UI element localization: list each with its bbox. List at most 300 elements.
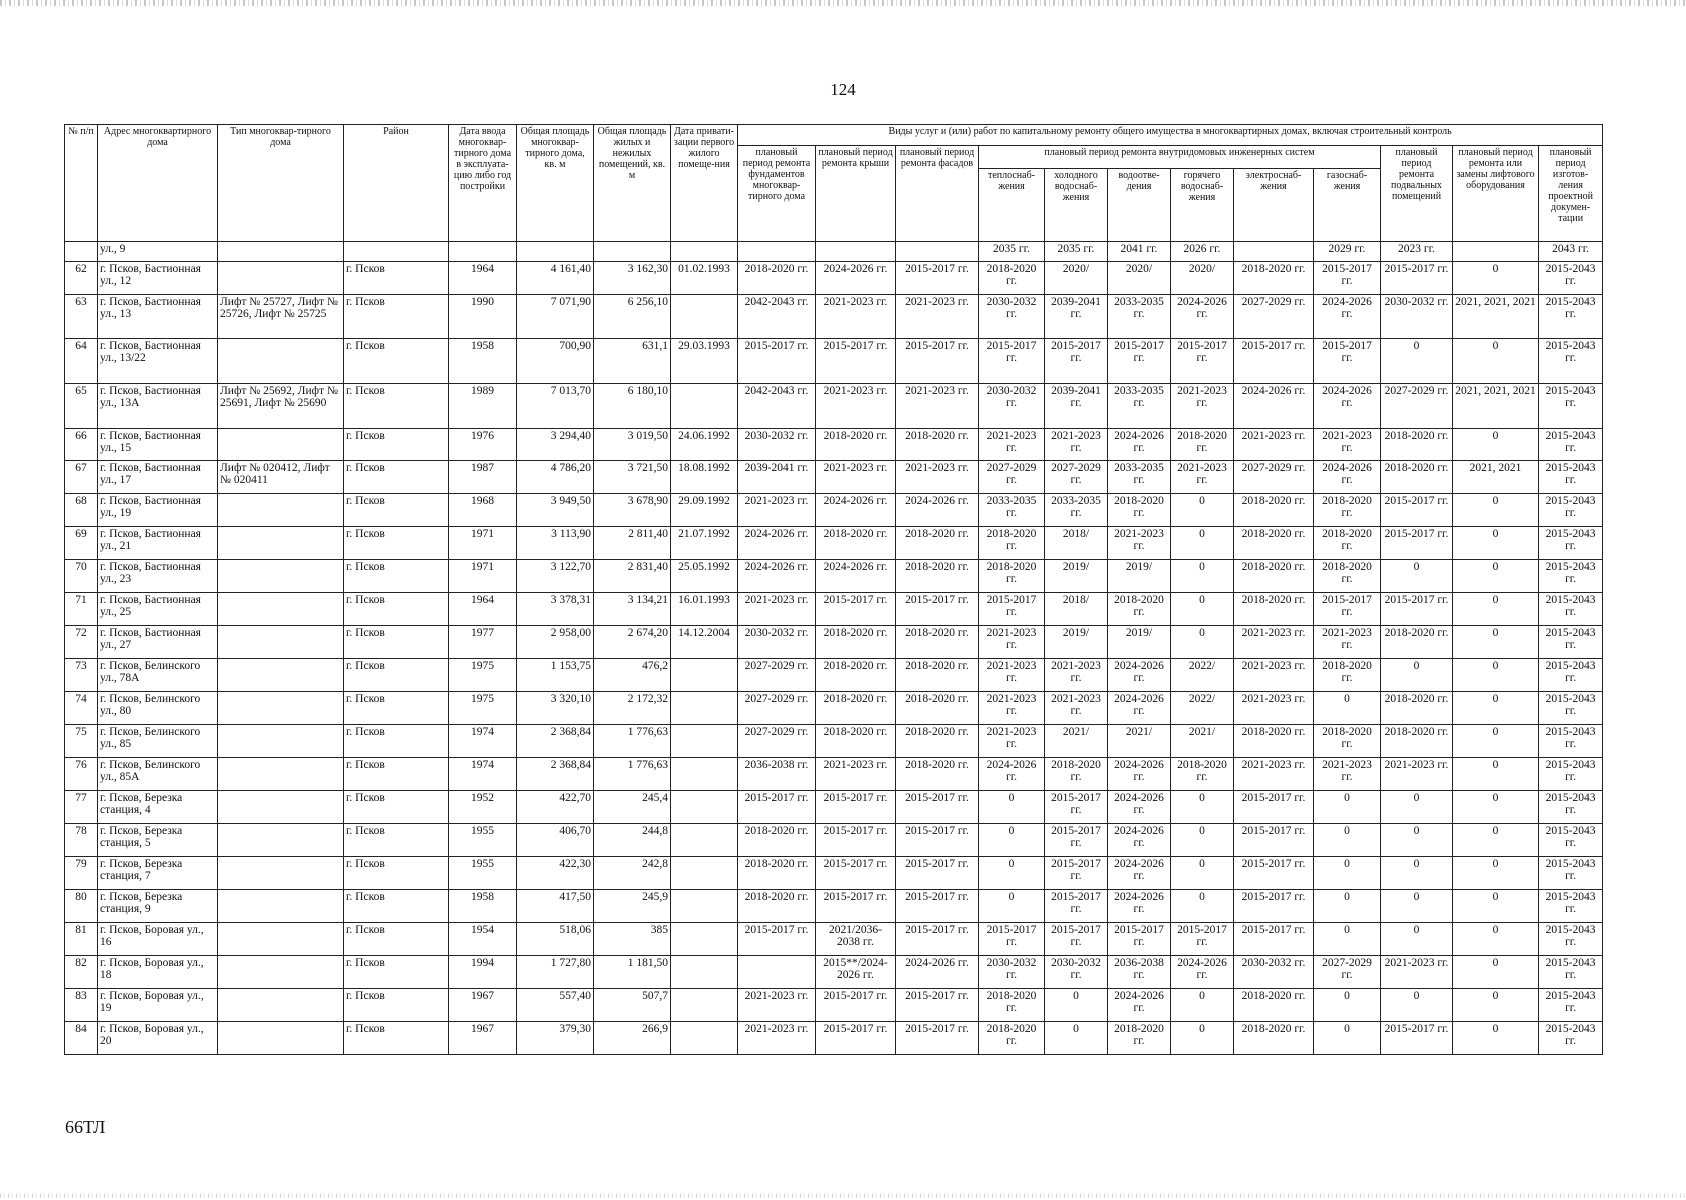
- cell-year: 1971: [449, 560, 517, 593]
- cell-hot-water: 2021-2023 гг.: [1171, 384, 1234, 429]
- cell-living-area: 6 180,10: [594, 384, 671, 429]
- cell-cold-water: 2015-2017 гг.: [1045, 339, 1108, 384]
- cell-cold-water: 2015-2017 гг.: [1045, 923, 1108, 956]
- cell-district: г. Псков: [344, 1022, 449, 1055]
- cell-address: г. Псков, Бастионная ул., 13А: [98, 384, 218, 429]
- cell-hot-water: 0: [1171, 824, 1234, 857]
- cell-address: г. Псков, Боровая ул., 19: [98, 989, 218, 1022]
- cell-total-area: 417,50: [517, 890, 594, 923]
- cell-house-type: Лифт № 25692, Лифт № 25691, Лифт № 25690: [218, 384, 344, 429]
- cell-basement: 0: [1381, 560, 1453, 593]
- cell-district: г. Псков: [344, 725, 449, 758]
- table-row: [65, 956, 1603, 989]
- cell-num: 83: [65, 989, 98, 1022]
- cell-electric: 2015-2017 гг.: [1234, 890, 1314, 923]
- cell-gas: 0: [1314, 692, 1381, 725]
- cell-hot-water: 2026 гг.: [1171, 242, 1234, 262]
- cell-elevator: [1453, 242, 1539, 262]
- cell-drainage: 2036-2038 гг.: [1108, 956, 1171, 989]
- cell-district: г. Псков: [344, 626, 449, 659]
- cell-elevator: 2021, 2021: [1453, 461, 1539, 494]
- cell-foundation: 2039-2041 гг.: [738, 461, 816, 494]
- cell-hot-water: 2024-2026 гг.: [1171, 956, 1234, 989]
- cell-roof: 2024-2026 гг.: [816, 560, 896, 593]
- cell-total-area: 1 153,75: [517, 659, 594, 692]
- cell-drainage: 2020/: [1108, 262, 1171, 295]
- cell-facade: 2018-2020 гг.: [896, 626, 979, 659]
- cell-hot-water: 0: [1171, 527, 1234, 560]
- cell-cold-water: 2021/: [1045, 725, 1108, 758]
- cell-design-doc: 2015-2043 гг.: [1539, 956, 1603, 989]
- cell-design-doc: 2015-2043 гг.: [1539, 295, 1603, 339]
- cell-living-area: 2 831,40: [594, 560, 671, 593]
- cell-district: г. Псков: [344, 923, 449, 956]
- cell-electric: 2018-2020 гг.: [1234, 1022, 1314, 1055]
- cell-heat: 2021-2023 гг.: [979, 725, 1045, 758]
- cell-electric: 2018-2020 гг.: [1234, 560, 1314, 593]
- cell-foundation: 2027-2029 гг.: [738, 725, 816, 758]
- cell-privatization-date: [671, 824, 738, 857]
- cell-drainage: 2024-2026 гг.: [1108, 429, 1171, 461]
- cell-house-type: Лифт № 25727, Лифт № 25726, Лифт № 25725: [218, 295, 344, 339]
- cell-foundation: 2036-2038 гг.: [738, 758, 816, 791]
- cell-address: г. Псков, Бастионная ул., 19: [98, 494, 218, 527]
- cell-facade: 2024-2026 гг.: [896, 956, 979, 989]
- cell-privatization-date: [671, 923, 738, 956]
- cell-roof: 2015-2017 гг.: [816, 1022, 896, 1055]
- cell-drainage: 2015-2017 гг.: [1108, 339, 1171, 384]
- cell-basement: 2023 гг.: [1381, 242, 1453, 262]
- cell-hot-water: 2020/: [1171, 262, 1234, 295]
- cell-year: [449, 242, 517, 262]
- cell-total-area: 3 378,31: [517, 593, 594, 626]
- cell-hot-water: 0: [1171, 890, 1234, 923]
- cell-living-area: 1 181,50: [594, 956, 671, 989]
- cell-address: г. Псков, Бастионная ул., 25: [98, 593, 218, 626]
- cell-design-doc: 2015-2043 гг.: [1539, 890, 1603, 923]
- cell-basement: 2018-2020 гг.: [1381, 626, 1453, 659]
- cell-district: г. Псков: [344, 295, 449, 339]
- cell-cold-water: 2021-2023 гг.: [1045, 429, 1108, 461]
- cell-num: 81: [65, 923, 98, 956]
- cell-drainage: 2024-2026 гг.: [1108, 692, 1171, 725]
- cell-year: 1952: [449, 791, 517, 824]
- cell-cold-water: 2015-2017 гг.: [1045, 857, 1108, 890]
- table-row: [65, 262, 1603, 295]
- cell-cold-water: 2035 гг.: [1045, 242, 1108, 262]
- cell-cold-water: 2030-2032 гг.: [1045, 956, 1108, 989]
- cell-basement: 0: [1381, 890, 1453, 923]
- cell-cold-water: 2018-2020 гг.: [1045, 758, 1108, 791]
- cell-drainage: 2019/: [1108, 626, 1171, 659]
- cell-facade: 2015-2017 гг.: [896, 791, 979, 824]
- cell-num: 84: [65, 1022, 98, 1055]
- cell-design-doc: 2015-2043 гг.: [1539, 262, 1603, 295]
- cell-year: 1974: [449, 758, 517, 791]
- cell-district: г. Псков: [344, 989, 449, 1022]
- cell-gas: 2024-2026 гг.: [1314, 461, 1381, 494]
- cell-elevator: 0: [1453, 824, 1539, 857]
- cell-heat: 0: [979, 890, 1045, 923]
- cell-total-area: 4 161,40: [517, 262, 594, 295]
- cell-facade: [896, 242, 979, 262]
- cell-electric: 2021-2023 гг.: [1234, 758, 1314, 791]
- cell-hot-water: 0: [1171, 494, 1234, 527]
- cell-cold-water: 2039-2041 гг.: [1045, 384, 1108, 429]
- table-row: [65, 791, 1603, 824]
- cell-roof: 2021/2036-2038 гг.: [816, 923, 896, 956]
- cell-house-type: [218, 1022, 344, 1055]
- cell-drainage: 2018-2020 гг.: [1108, 494, 1171, 527]
- cell-design-doc: 2015-2043 гг.: [1539, 461, 1603, 494]
- cell-privatization-date: 21.07.1992: [671, 527, 738, 560]
- header-foundation: плановый период ремонта фундаментов многоквар-тирного дома: [738, 146, 816, 242]
- cell-total-area: 557,40: [517, 989, 594, 1022]
- cell-house-type: [218, 791, 344, 824]
- cell-cold-water: 2020/: [1045, 262, 1108, 295]
- cell-roof: 2021-2023 гг.: [816, 461, 896, 494]
- cell-elevator: 0: [1453, 791, 1539, 824]
- cell-basement: 0: [1381, 857, 1453, 890]
- cell-hot-water: 2015-2017 гг.: [1171, 923, 1234, 956]
- cell-basement: 2027-2029 гг.: [1381, 384, 1453, 429]
- cell-facade: 2015-2017 гг.: [896, 890, 979, 923]
- cell-roof: [816, 242, 896, 262]
- cell-district: г. Псков: [344, 824, 449, 857]
- cell-address: г. Псков, Бастионная ул., 27: [98, 626, 218, 659]
- cell-gas: 2018-2020 гг.: [1314, 494, 1381, 527]
- cell-address: г. Псков, Бастионная ул., 23: [98, 560, 218, 593]
- cell-roof: 2024-2026 гг.: [816, 262, 896, 295]
- cell-year: 1977: [449, 626, 517, 659]
- cell-address: г. Псков, Бастионная ул., 21: [98, 527, 218, 560]
- cell-heat: 2033-2035 гг.: [979, 494, 1045, 527]
- cell-num: 70: [65, 560, 98, 593]
- cell-year: 1975: [449, 659, 517, 692]
- cell-roof: 2018-2020 гг.: [816, 659, 896, 692]
- scan-edge-top: [0, 0, 1686, 6]
- cell-heat: 2021-2023 гг.: [979, 626, 1045, 659]
- cell-basement: 0: [1381, 791, 1453, 824]
- cell-total-area: 1 727,80: [517, 956, 594, 989]
- cell-drainage: 2024-2026 гг.: [1108, 890, 1171, 923]
- cell-cold-water: 2021-2023 гг.: [1045, 692, 1108, 725]
- cell-total-area: 4 786,20: [517, 461, 594, 494]
- cell-elevator: 0: [1453, 626, 1539, 659]
- cell-foundation: 2030-2032 гг.: [738, 626, 816, 659]
- header-electric: электроснаб-жения: [1234, 169, 1314, 242]
- table-row: [65, 626, 1603, 659]
- cell-hot-water: 2018-2020 гг.: [1171, 758, 1234, 791]
- table-row: [65, 857, 1603, 890]
- cell-drainage: 2024-2026 гг.: [1108, 659, 1171, 692]
- cell-design-doc: 2015-2043 гг.: [1539, 659, 1603, 692]
- cell-gas: 0: [1314, 857, 1381, 890]
- cell-living-area: 245,4: [594, 791, 671, 824]
- cell-drainage: 2024-2026 гг.: [1108, 989, 1171, 1022]
- cell-facade: 2018-2020 гг.: [896, 692, 979, 725]
- cell-foundation: 2021-2023 гг.: [738, 1022, 816, 1055]
- cell-house-type: [218, 659, 344, 692]
- cell-foundation: 2042-2043 гг.: [738, 384, 816, 429]
- cell-facade: 2018-2020 гг.: [896, 725, 979, 758]
- header-heat: теплоснаб-жения: [979, 169, 1045, 242]
- cell-electric: 2024-2026 гг.: [1234, 384, 1314, 429]
- cell-elevator: 0: [1453, 725, 1539, 758]
- cell-living-area: 245,9: [594, 890, 671, 923]
- cell-privatization-date: 25.05.1992: [671, 560, 738, 593]
- header-works-group: Виды услуг и (или) работ по капитальному ремонту общего имущества в многоквартирных домах, включая строительный контроль: [738, 125, 1603, 146]
- cell-electric: 2018-2020 гг.: [1234, 725, 1314, 758]
- scan-edge-bottom: [0, 1193, 1686, 1198]
- cell-heat: 2030-2032 гг.: [979, 384, 1045, 429]
- cell-design-doc: 2015-2043 гг.: [1539, 626, 1603, 659]
- cell-living-area: 507,7: [594, 989, 671, 1022]
- cell-living-area: 244,8: [594, 824, 671, 857]
- cell-facade: 2018-2020 гг.: [896, 659, 979, 692]
- cell-address: ул., 9: [98, 242, 218, 262]
- cell-facade: 2018-2020 гг.: [896, 527, 979, 560]
- cell-district: г. Псков: [344, 956, 449, 989]
- cell-foundation: 2021-2023 гг.: [738, 989, 816, 1022]
- cell-heat: 2018-2020 гг.: [979, 527, 1045, 560]
- table-row: [65, 758, 1603, 791]
- header-commission-date: Дата ввода многоквар-тирного дома в эксплуата-цию либо год постройки: [449, 125, 517, 242]
- cell-num: [65, 242, 98, 262]
- cell-house-type: [218, 339, 344, 384]
- cell-address: г. Псков, Бастионная ул., 15: [98, 429, 218, 461]
- table-row: [65, 989, 1603, 1022]
- cell-year: 1968: [449, 494, 517, 527]
- cell-basement: 0: [1381, 659, 1453, 692]
- cell-cold-water: 0: [1045, 989, 1108, 1022]
- cell-roof: 2018-2020 гг.: [816, 527, 896, 560]
- cell-house-type: [218, 956, 344, 989]
- table-row: [65, 593, 1603, 626]
- cell-heat: 2018-2020 гг.: [979, 1022, 1045, 1055]
- cell-district: г. Псков: [344, 890, 449, 923]
- cell-num: 72: [65, 626, 98, 659]
- header-cold-water: холодного водоснаб-жения: [1045, 169, 1108, 242]
- cell-facade: 2015-2017 гг.: [896, 857, 979, 890]
- cell-drainage: 2024-2026 гг.: [1108, 824, 1171, 857]
- table-row: [65, 494, 1603, 527]
- cell-elevator: 2021, 2021, 2021: [1453, 384, 1539, 429]
- cell-year: 1954: [449, 923, 517, 956]
- cell-num: 73: [65, 659, 98, 692]
- cell-roof: 2015-2017 гг.: [816, 339, 896, 384]
- cell-foundation: 2015-2017 гг.: [738, 923, 816, 956]
- cell-heat: 2027-2029 гг.: [979, 461, 1045, 494]
- cell-total-area: 700,90: [517, 339, 594, 384]
- cell-gas: 2021-2023 гг.: [1314, 429, 1381, 461]
- cell-house-type: [218, 527, 344, 560]
- cell-district: г. Псков: [344, 560, 449, 593]
- cell-gas: 2021-2023 гг.: [1314, 758, 1381, 791]
- header-roof: плановый период ремонта крыши: [816, 146, 896, 242]
- cell-gas: 0: [1314, 1022, 1381, 1055]
- cell-roof: 2015**/2024-2026 гг.: [816, 956, 896, 989]
- header-total-area: Общая площадь многоквар-тирного дома, кв. м: [517, 125, 594, 242]
- cell-foundation: 2030-2032 гг.: [738, 429, 816, 461]
- cell-house-type: [218, 890, 344, 923]
- cell-foundation: 2021-2023 гг.: [738, 593, 816, 626]
- cell-elevator: 0: [1453, 758, 1539, 791]
- cell-privatization-date: [671, 242, 738, 262]
- cell-year: 1987: [449, 461, 517, 494]
- cell-gas: 2021-2023 гг.: [1314, 626, 1381, 659]
- header-gas: газоснаб-жения: [1314, 169, 1381, 242]
- cell-foundation: 2027-2029 гг.: [738, 659, 816, 692]
- cell-living-area: 3 721,50: [594, 461, 671, 494]
- cell-district: г. Псков: [344, 659, 449, 692]
- cell-basement: 2018-2020 гг.: [1381, 692, 1453, 725]
- cell-year: 1967: [449, 989, 517, 1022]
- cell-facade: 2015-2017 гг.: [896, 593, 979, 626]
- table-row: [65, 725, 1603, 758]
- cell-living-area: 3 162,30: [594, 262, 671, 295]
- cell-elevator: 2021, 2021, 2021: [1453, 295, 1539, 339]
- table-row: [65, 1022, 1603, 1055]
- cell-living-area: 1 776,63: [594, 758, 671, 791]
- cell-district: г. Псков: [344, 593, 449, 626]
- cell-address: г. Псков, Березка станция, 5: [98, 824, 218, 857]
- header-house-type: Тип многоквар-тирного дома: [218, 125, 344, 242]
- cell-gas: 0: [1314, 791, 1381, 824]
- cell-elevator: 0: [1453, 527, 1539, 560]
- cell-house-type: [218, 593, 344, 626]
- cell-electric: [1234, 242, 1314, 262]
- cell-gas: 2018-2020 гг.: [1314, 527, 1381, 560]
- cell-living-area: 631,1: [594, 339, 671, 384]
- cell-gas: 2024-2026 гг.: [1314, 384, 1381, 429]
- cell-total-area: [517, 242, 594, 262]
- cell-num: 82: [65, 956, 98, 989]
- cell-elevator: 0: [1453, 659, 1539, 692]
- cell-year: 1975: [449, 692, 517, 725]
- cell-total-area: 422,30: [517, 857, 594, 890]
- cell-electric: 2015-2017 гг.: [1234, 923, 1314, 956]
- cell-facade: 2018-2020 гг.: [896, 429, 979, 461]
- header-facade: плановый период ремонта фасадов: [896, 146, 979, 242]
- cell-foundation: [738, 242, 816, 262]
- cell-cold-water: 2021-2023 гг.: [1045, 659, 1108, 692]
- cell-electric: 2015-2017 гг.: [1234, 857, 1314, 890]
- cell-drainage: 2019/: [1108, 560, 1171, 593]
- cell-year: 1967: [449, 1022, 517, 1055]
- cell-basement: 2015-2017 гг.: [1381, 527, 1453, 560]
- cell-design-doc: 2015-2043 гг.: [1539, 857, 1603, 890]
- cell-elevator: 0: [1453, 692, 1539, 725]
- cell-design-doc: 2015-2043 гг.: [1539, 725, 1603, 758]
- cell-num: 80: [65, 890, 98, 923]
- cell-gas: 2018-2020 гг.: [1314, 659, 1381, 692]
- cell-roof: 2021-2023 гг.: [816, 758, 896, 791]
- cell-basement: 2015-2017 гг.: [1381, 1022, 1453, 1055]
- cell-living-area: 1 776,63: [594, 725, 671, 758]
- cell-hot-water: 0: [1171, 1022, 1234, 1055]
- cell-facade: 2018-2020 гг.: [896, 758, 979, 791]
- cell-total-area: 2 368,84: [517, 758, 594, 791]
- cell-foundation: 2018-2020 гг.: [738, 824, 816, 857]
- cell-roof: 2015-2017 гг.: [816, 890, 896, 923]
- cell-gas: 2015-2017 гг.: [1314, 593, 1381, 626]
- cell-foundation: 2021-2023 гг.: [738, 494, 816, 527]
- cell-basement: 2021-2023 гг.: [1381, 758, 1453, 791]
- cell-heat: 0: [979, 857, 1045, 890]
- cell-electric: 2021-2023 гг.: [1234, 692, 1314, 725]
- cell-privatization-date: 16.01.1993: [671, 593, 738, 626]
- cell-gas: 2015-2017 гг.: [1314, 262, 1381, 295]
- cell-privatization-date: [671, 857, 738, 890]
- cell-district: г. Псков: [344, 791, 449, 824]
- cell-living-area: 6 256,10: [594, 295, 671, 339]
- cell-living-area: 3 678,90: [594, 494, 671, 527]
- cell-design-doc: 2015-2043 гг.: [1539, 494, 1603, 527]
- cell-basement: 2015-2017 гг.: [1381, 262, 1453, 295]
- cell-privatization-date: [671, 295, 738, 339]
- cell-address: г. Псков, Белинского ул., 80: [98, 692, 218, 725]
- cell-cold-water: 2033-2035 гг.: [1045, 494, 1108, 527]
- cell-elevator: 0: [1453, 429, 1539, 461]
- cell-facade: 2015-2017 гг.: [896, 1022, 979, 1055]
- cell-design-doc: 2043 гг.: [1539, 242, 1603, 262]
- cell-num: 63: [65, 295, 98, 339]
- cell-address: г. Псков, Боровая ул., 18: [98, 956, 218, 989]
- cell-gas: 0: [1314, 989, 1381, 1022]
- cell-elevator: 0: [1453, 1022, 1539, 1055]
- cell-privatization-date: [671, 956, 738, 989]
- cell-district: г. Псков: [344, 262, 449, 295]
- cell-roof: 2021-2023 гг.: [816, 295, 896, 339]
- cell-house-type: [218, 429, 344, 461]
- header-num: № п/п: [65, 125, 98, 242]
- cell-elevator: 0: [1453, 339, 1539, 384]
- cell-drainage: 2033-2035 гг.: [1108, 461, 1171, 494]
- cell-year: 1955: [449, 857, 517, 890]
- cell-year: 1990: [449, 295, 517, 339]
- cell-gas: 2024-2026 гг.: [1314, 295, 1381, 339]
- cell-district: г. Псков: [344, 692, 449, 725]
- cell-roof: 2015-2017 гг.: [816, 857, 896, 890]
- cell-foundation: 2018-2020 гг.: [738, 262, 816, 295]
- cell-foundation: 2024-2026 гг.: [738, 527, 816, 560]
- cell-electric: 2027-2029 гг.: [1234, 461, 1314, 494]
- cell-foundation: 2042-2043 гг.: [738, 295, 816, 339]
- cell-num: 78: [65, 824, 98, 857]
- cell-heat: 2030-2032 гг.: [979, 956, 1045, 989]
- header-address: Адрес многоквартирного дома: [98, 125, 218, 242]
- cell-privatization-date: [671, 791, 738, 824]
- cell-cold-water: 2019/: [1045, 626, 1108, 659]
- cell-gas: 2018-2020 гг.: [1314, 725, 1381, 758]
- cell-district: г. Псков: [344, 527, 449, 560]
- table-row: [65, 923, 1603, 956]
- cell-electric: 2021-2023 гг.: [1234, 659, 1314, 692]
- header-design-doc: плановый период изготов-ления проектной докумен-тации: [1539, 146, 1603, 242]
- cell-year: 1955: [449, 824, 517, 857]
- header-elevator: плановый период ремонта или замены лифтового оборудования: [1453, 146, 1539, 242]
- cell-house-type: [218, 626, 344, 659]
- cell-district: г. Псков: [344, 339, 449, 384]
- cell-design-doc: 2015-2043 гг.: [1539, 758, 1603, 791]
- cell-design-doc: 2015-2043 гг.: [1539, 384, 1603, 429]
- cell-year: 1958: [449, 339, 517, 384]
- table-row: [65, 384, 1603, 429]
- cell-electric: 2027-2029 гг.: [1234, 295, 1314, 339]
- cell-cold-water: 2018/: [1045, 527, 1108, 560]
- cell-basement: 0: [1381, 824, 1453, 857]
